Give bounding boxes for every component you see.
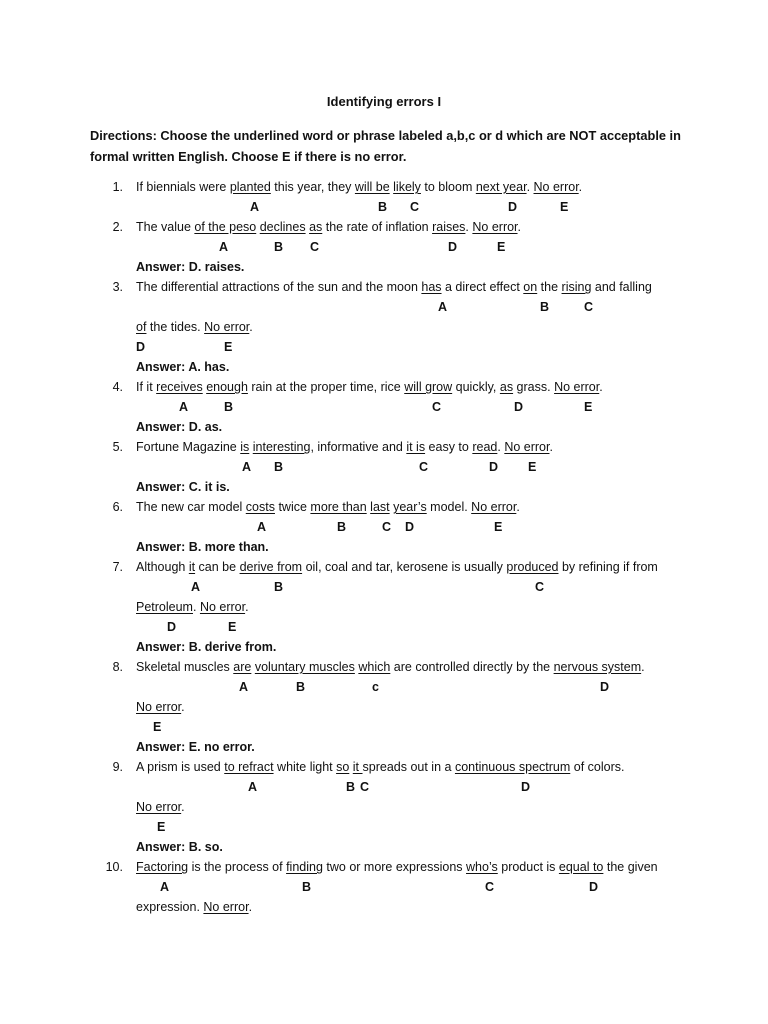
- question-text: product is: [497, 860, 559, 874]
- underlined-option: rising: [561, 280, 592, 294]
- option-letter: B: [274, 460, 284, 474]
- question-number: 4.: [112, 380, 123, 394]
- underlined-option: are: [233, 660, 252, 674]
- underlined-option: Petroleum: [136, 600, 193, 614]
- option-letter: B: [274, 240, 284, 254]
- underlined-option: equal to: [558, 860, 604, 874]
- option-letter-row: [0, 340, 768, 355]
- option-letter: c: [372, 680, 379, 694]
- underlined-option: will grow: [404, 380, 453, 394]
- option-letter-row: [0, 580, 768, 595]
- answer-line: Answer: D. raises.: [136, 260, 245, 274]
- option-letter: D: [600, 680, 610, 694]
- underlined-option: will be: [354, 180, 390, 194]
- option-letter: A: [191, 580, 201, 594]
- question-text: .: [516, 500, 520, 514]
- question-number: 6.: [112, 500, 123, 514]
- option-letter: B: [378, 200, 388, 214]
- underlined-option: it: [352, 760, 363, 774]
- underlined-option: likely: [393, 180, 421, 194]
- answer-line: Answer: E. no error.: [136, 740, 255, 754]
- option-letter: C: [432, 400, 442, 414]
- option-letter: E: [494, 520, 503, 534]
- question-number: 1.: [112, 180, 123, 194]
- option-letter: D: [405, 520, 415, 534]
- question-text: If biennials were: [136, 180, 230, 194]
- underlined-option: Factoring: [136, 860, 189, 874]
- question-text: .: [526, 180, 534, 194]
- question-text: .: [248, 900, 253, 914]
- option-letter: E: [228, 620, 237, 634]
- underlined-option: voluntary muscles: [254, 660, 355, 674]
- option-letter: E: [584, 400, 593, 414]
- option-letter: D: [589, 880, 599, 894]
- underlined-option: receives: [156, 380, 203, 394]
- question-text: .: [517, 220, 522, 234]
- question-text: Skeletal muscles: [136, 660, 234, 674]
- option-letter: A: [438, 300, 448, 314]
- question-text-line: [136, 500, 520, 515]
- answer-line: Answer: B. derive from.: [136, 640, 277, 654]
- question-number: 9.: [112, 760, 123, 774]
- option-letter: A: [257, 520, 267, 534]
- question-text: the tides.: [146, 320, 205, 334]
- underlined-option: No error: [554, 380, 600, 394]
- option-letter: A: [250, 200, 260, 214]
- question-text-line: [136, 900, 252, 915]
- question-text-line: [136, 700, 185, 715]
- option-letter: D: [448, 240, 458, 254]
- question-text: easy to: [425, 440, 473, 454]
- question-text-line: [136, 380, 603, 395]
- underlined-option: is: [240, 440, 250, 454]
- underlined-option: more than: [310, 500, 367, 514]
- question-text: .: [549, 440, 553, 454]
- underlined-option: of the peso: [194, 220, 257, 234]
- question-text: The value: [136, 220, 195, 234]
- underlined-option: declines: [259, 220, 306, 234]
- question-text: this year, they: [270, 180, 355, 194]
- option-letter: B: [296, 680, 306, 694]
- question-text: , informative and: [310, 440, 407, 454]
- underlined-option: so: [336, 760, 350, 774]
- question-text: the rate of inflation: [322, 220, 433, 234]
- underlined-option: continuous spectrum: [454, 760, 571, 774]
- option-letter-row: [0, 460, 768, 475]
- underlined-option: produced: [506, 560, 559, 574]
- option-letter: C: [584, 300, 594, 314]
- option-letter-row: [0, 240, 768, 255]
- option-letter-row: [0, 300, 768, 315]
- question-text-line: [136, 220, 521, 235]
- option-letter: B: [274, 580, 284, 594]
- option-letter-row: [0, 520, 768, 535]
- underlined-option: No error: [203, 900, 249, 914]
- question-text: .: [599, 380, 603, 394]
- option-letter: C: [410, 200, 420, 214]
- option-letter-row: [0, 620, 768, 635]
- option-letter: A: [160, 880, 170, 894]
- option-letter: E: [224, 340, 233, 354]
- underlined-option: year’s: [393, 500, 427, 514]
- question-text-line: [136, 280, 652, 295]
- question-text: .: [578, 180, 583, 194]
- option-letter: D: [167, 620, 177, 634]
- underlined-option: No error: [199, 600, 246, 614]
- question-text: to bloom: [420, 180, 476, 194]
- option-letter: D: [508, 200, 518, 214]
- underlined-option: No error: [504, 440, 550, 454]
- question-text: by refining if from: [558, 560, 658, 574]
- question-text: oil, coal and tar, kerosene is usually: [302, 560, 507, 574]
- option-letter: B: [346, 780, 356, 794]
- question-text: a direct effect: [441, 280, 524, 294]
- option-letter: E: [560, 200, 569, 214]
- option-letter-row: [0, 720, 768, 735]
- question-text: expression.: [136, 900, 204, 914]
- underlined-option: on: [523, 280, 538, 294]
- question-number: 5.: [112, 440, 123, 454]
- option-letter: B: [302, 880, 312, 894]
- page-title: Identifying errors I: [326, 94, 442, 109]
- option-letter-row: [0, 680, 768, 695]
- underlined-option: of: [136, 320, 147, 334]
- option-letter: C: [310, 240, 320, 254]
- question-text-line: [136, 800, 185, 815]
- question-text: The differential attractions of the sun and the moon: [136, 280, 422, 294]
- question-text: Although: [136, 560, 189, 574]
- question-text-line: [136, 180, 582, 195]
- question-text: quickly,: [452, 380, 500, 394]
- underlined-option: nervous system: [553, 660, 642, 674]
- option-letter: E: [157, 820, 166, 834]
- option-letter: A: [248, 780, 258, 794]
- underlined-option: has: [421, 280, 442, 294]
- option-letter: B: [224, 400, 234, 414]
- question-text-line: [136, 320, 253, 335]
- question-text-line: [136, 560, 658, 575]
- question-number: 10.: [105, 860, 123, 874]
- question-text: are controlled directly by the: [390, 660, 554, 674]
- underlined-option: raises: [432, 220, 466, 234]
- underlined-option: read: [472, 440, 498, 454]
- underlined-option: interesting: [252, 440, 311, 454]
- option-letter: E: [153, 720, 162, 734]
- underlined-option: enough: [206, 380, 248, 394]
- question-text: .: [249, 320, 253, 334]
- question-text: .: [465, 220, 473, 234]
- question-text: .: [192, 600, 200, 614]
- question-text: the: [537, 280, 562, 294]
- question-number: 3.: [112, 280, 123, 294]
- underlined-option: last: [370, 500, 390, 514]
- question-text: .: [245, 600, 249, 614]
- question-text-line: [136, 760, 624, 775]
- question-text: grass.: [513, 380, 555, 394]
- option-letter: A: [239, 680, 249, 694]
- question-text: .: [641, 660, 645, 674]
- option-letter: D: [514, 400, 524, 414]
- underlined-option: No error: [472, 220, 518, 234]
- question-text: The new car model: [136, 500, 246, 514]
- option-letter: C: [382, 520, 392, 534]
- question-text-line: [136, 860, 658, 875]
- underlined-option: which: [358, 660, 391, 674]
- underlined-option: No error: [533, 180, 579, 194]
- question-text: .: [181, 700, 185, 714]
- question-text: spreads out in a: [362, 760, 455, 774]
- option-letter: B: [337, 520, 347, 534]
- answer-line: Answer: B. so.: [136, 840, 223, 854]
- question-text: twice: [274, 500, 311, 514]
- underlined-option: who’s: [466, 860, 498, 874]
- option-letter: A: [179, 400, 189, 414]
- underlined-option: it: [188, 560, 196, 574]
- underlined-option: next year: [475, 180, 527, 194]
- option-letter: C: [485, 880, 495, 894]
- option-letter: D: [136, 340, 146, 354]
- answer-line: Answer: D. as.: [136, 420, 223, 434]
- underlined-option: planted: [229, 180, 271, 194]
- option-letter-row: [0, 400, 768, 415]
- question-text-line: [136, 440, 553, 455]
- question-text: can be: [195, 560, 240, 574]
- underlined-option: No error: [136, 800, 182, 814]
- question-text: .: [497, 440, 505, 454]
- option-letter: E: [528, 460, 537, 474]
- directions-text: Directions: Choose the underlined word or phrase labeled a,b,c or d which are NOT acceptable in formal written English. Choose E if there is no error.: [90, 128, 681, 164]
- underlined-option: to refract: [224, 760, 274, 774]
- underlined-option: finding: [286, 860, 323, 874]
- underlined-option: as: [309, 220, 323, 234]
- option-letter: C: [535, 580, 545, 594]
- underlined-option: as: [499, 380, 514, 394]
- question-text: rain at the proper time, rice: [247, 380, 405, 394]
- underlined-option: costs: [245, 500, 275, 514]
- underlined-option: it is: [406, 440, 426, 454]
- question-text: model.: [426, 500, 472, 514]
- option-letter-row: [0, 880, 768, 895]
- option-letter: D: [521, 780, 531, 794]
- question-text: white light: [273, 760, 337, 774]
- option-letter: D: [489, 460, 499, 474]
- option-letter: C: [360, 780, 370, 794]
- question-text: If it: [136, 380, 157, 394]
- answer-line: Answer: A. has.: [136, 360, 230, 374]
- question-text: .: [181, 800, 185, 814]
- question-text: two or more expressions: [322, 860, 467, 874]
- question-text: and falling: [591, 280, 652, 294]
- question-text: the given: [603, 860, 658, 874]
- option-letter: B: [540, 300, 550, 314]
- question-text-line: [136, 600, 249, 615]
- answer-line: Answer: B. more than.: [136, 540, 269, 554]
- option-letter: C: [419, 460, 429, 474]
- option-letter: A: [219, 240, 229, 254]
- underlined-option: No error: [204, 320, 250, 334]
- underlined-option: derive from: [239, 560, 303, 574]
- question-text-line: [136, 660, 645, 675]
- answer-line: Answer: C. it is.: [136, 480, 230, 494]
- option-letter-row: [0, 820, 768, 835]
- question-text: Fortune Magazine: [136, 440, 241, 454]
- question-number: 2.: [112, 220, 123, 234]
- option-letter: A: [242, 460, 252, 474]
- question-text: A prism is used: [136, 760, 225, 774]
- option-letter-row: [0, 780, 768, 795]
- underlined-option: No error: [136, 700, 182, 714]
- question-text: of colors.: [570, 760, 625, 774]
- question-number: 7.: [112, 560, 123, 574]
- question-number: 8.: [112, 660, 123, 674]
- option-letter: E: [497, 240, 506, 254]
- option-letter-row: [0, 200, 768, 215]
- question-text: is the process of: [188, 860, 287, 874]
- underlined-option: No error: [471, 500, 517, 514]
